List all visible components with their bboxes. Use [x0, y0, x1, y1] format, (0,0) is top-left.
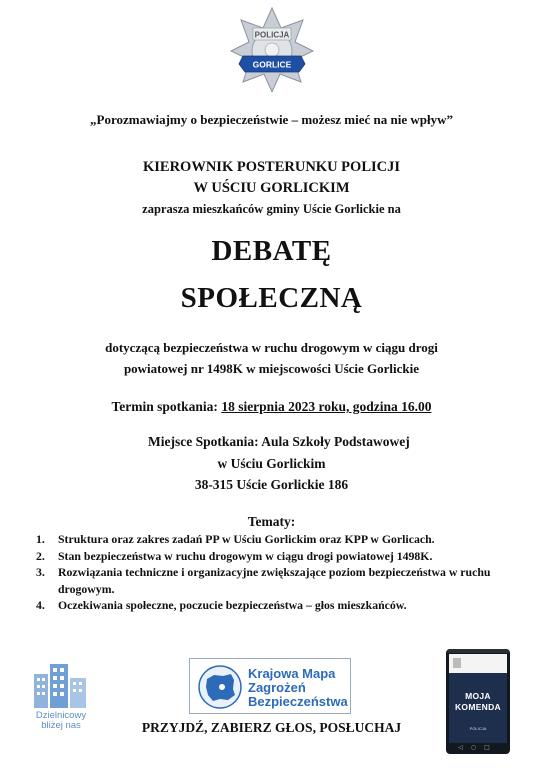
moja-komenda-title-2: KOMENDA: [454, 702, 501, 712]
organizer-line-2: W UŚCIU GORLICKIM: [193, 180, 350, 196]
kmz-title-3: Bezpieczeństwa: [248, 694, 348, 709]
list-item-number: 2.: [36, 548, 45, 563]
term-value: 18 sierpnia 2023 roku, godzina 16.00: [221, 399, 432, 414]
list-item: [36, 548, 506, 565]
badge-ribbon-text: GORLICE: [252, 59, 292, 70]
kmz-title-1: Krajowa Mapa: [248, 666, 336, 681]
subject-line-2: powiatowej nr 1498K w miejscowości Uście Gorlickie: [123, 361, 420, 376]
list-item-text: Oczekiwania społeczne, poczucie bezpieczeństwa – głos mieszkańców.: [58, 598, 407, 612]
poland-map-icon: [198, 665, 242, 709]
kmz-logo: [189, 658, 351, 714]
place-line-2: w Uściu Gorlickim: [217, 456, 326, 471]
kmz-title-2: Zagrożeń: [248, 680, 306, 695]
phone-status-bar: [446, 649, 510, 653]
moja-komenda-brand: POLICJA: [469, 726, 487, 731]
organizer-line-1: KIEROWNIK POSTERUNKU POLICJI: [142, 159, 400, 175]
topics-list: [36, 531, 506, 614]
title-line-1: DEBATĘ: [211, 235, 332, 267]
list-item-number: 4.: [36, 598, 45, 612]
list-item: [36, 531, 506, 548]
footer-slogan: PRZYJDŹ, ZABIERZ GŁOS, POSŁUCHAJ: [141, 720, 402, 735]
title-line-2: SPOŁECZNĄ: [180, 282, 363, 314]
list-item-text: Struktura oraz zakres zadań PP w Uściu Gorlickim oraz KPP w Gorlicach.: [58, 532, 435, 546]
moja-komenda-phone: [446, 649, 510, 754]
dzielnicowy-caption-1: Dzielnicowy: [35, 710, 87, 721]
eagle-emblem-icon: [453, 658, 461, 668]
subject-line-1: dotyczącą bezpieczeństwa w ruchu drogowym w ciągu drogi: [105, 340, 438, 355]
list-item-number: 1.: [36, 532, 45, 546]
motto-quote: „Porozmawiajmy o bezpieczeństwie – możesz mieć na nie wpływ”: [90, 112, 453, 127]
meeting-term: [0, 399, 543, 415]
place-line-1: Miejsce Spotkania: Aula Szkoły Podstawowej: [148, 434, 410, 449]
list-item: [36, 597, 506, 614]
moja-komenda-title-1: MOJA: [465, 691, 491, 701]
term-label: Termin spotkania:: [111, 399, 222, 414]
phone-nav-icons: ◁○□: [458, 744, 498, 751]
topics-heading: Tematy:: [247, 514, 296, 529]
phone-header: [449, 654, 507, 673]
list-item-text: Stan bezpieczeństwa w ruchu drogowym w ciągu drogi powiatowej 1498K.: [58, 548, 433, 563]
invitation-text: zaprasza mieszkańców gminy Uście Gorlickie na: [142, 202, 401, 216]
badge-top-text: POLICJA: [254, 30, 290, 40]
place-line-3: 38-315 Uście Gorlickie 186: [194, 477, 349, 492]
list-item-number: 3.: [36, 565, 45, 579]
list-item: [36, 564, 506, 597]
police-badge-icon: [229, 6, 315, 92]
list-item-text: Rozwiązania techniczne i organizacyjne zwiększające poziom bezpieczeństwa w ruchu drogowym.: [58, 565, 491, 596]
dzielnicowy-caption-2: bliżej nas: [41, 720, 81, 731]
